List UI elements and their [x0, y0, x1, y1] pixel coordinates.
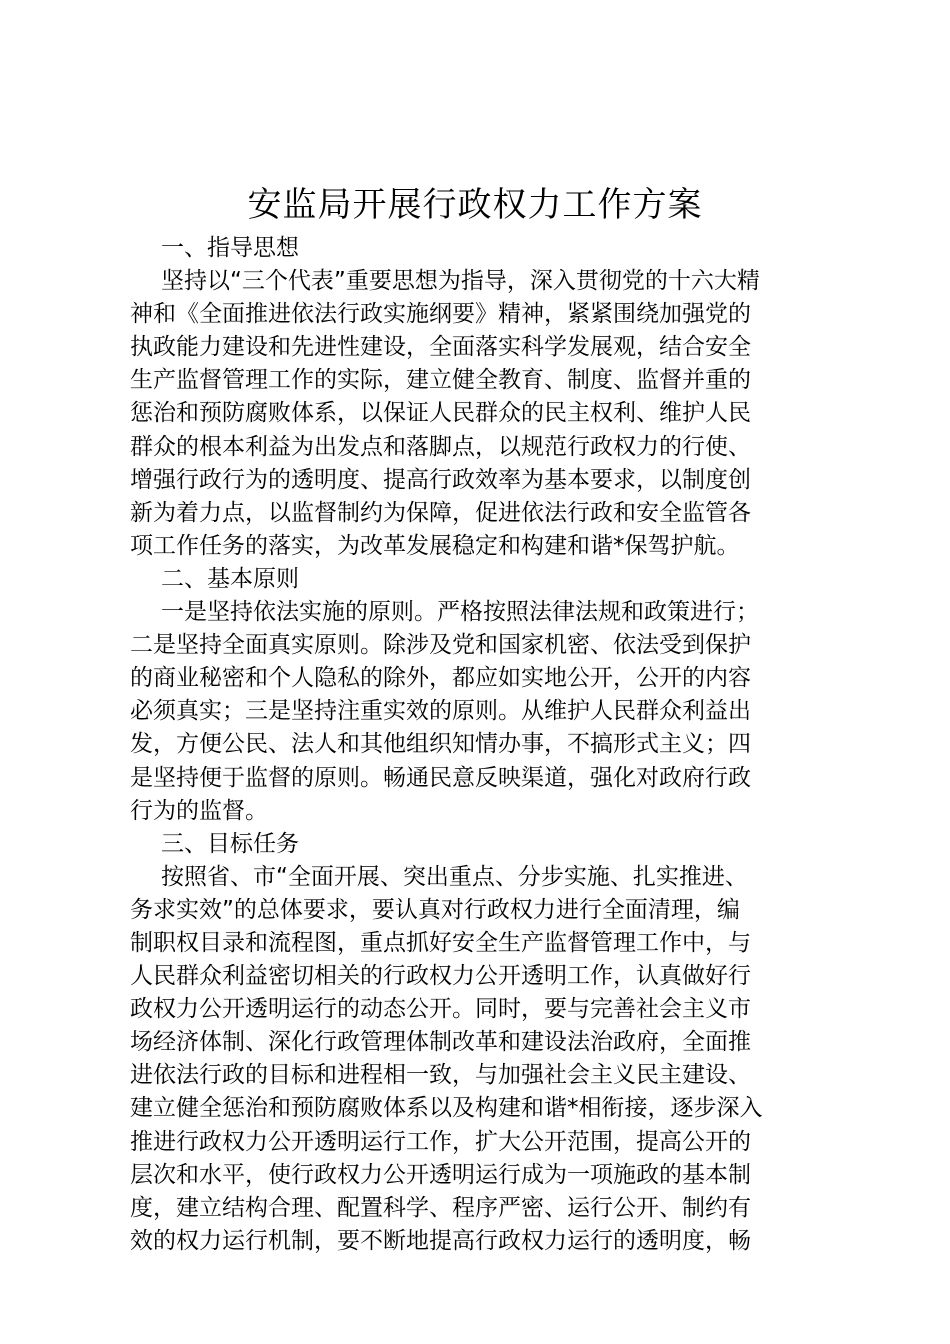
text-line: 推进行政权力公开透明运行工作，扩大公开范围，提高公开的: [130, 1128, 751, 1155]
text-line: 效的权力运行机制，要不断地提高行政权力运行的透明度，畅: [130, 1227, 751, 1254]
text-line: 的商业秘密和个人隐私的除外，都应如实地公开，公开的内容: [130, 665, 751, 692]
document-body: [130, 232, 850, 1258]
document-title: 安监局开展行政权力工作方案: [247, 185, 703, 225]
text-line: 场经济体制、深化行政管理体制改革和建设法治政府，全面推: [130, 1029, 751, 1056]
section-heading-basic-principles: 二、基本原则: [161, 565, 299, 592]
text-line: 行为的监督。: [130, 797, 268, 824]
text-line: 度，建立结构合理、配置科学、程序严密、运行公开、制约有: [130, 1194, 751, 1221]
text-line: 务求实效”的总体要求，要认真对行政权力进行全面清理，编: [130, 896, 740, 923]
text-line: 是坚持便于监督的原则。畅通民意反映渠道，强化对政府行政: [130, 764, 751, 791]
section-heading-objectives: 三、目标任务: [161, 830, 299, 857]
text-line: 按照省、市“全面开展、突出重点、分步实施、扎实推进、: [161, 863, 748, 890]
text-line: 人民群众利益密切相关的行政权力公开透明工作，认真做好行: [130, 963, 751, 990]
text-line: 制职权目录和流程图，重点抓好安全生产监督管理工作中，与: [130, 929, 751, 956]
text-line: 发，方便公民、法人和其他组织知情办事，不搞形式主义；四: [130, 731, 751, 758]
section-heading-guiding-ideology: 一、指导思想: [161, 235, 299, 261]
text-line: 层次和水平，使行政权力公开透明运行成为一项施政的基本制: [130, 1161, 751, 1188]
text-line: 政权力公开透明运行的动态公开。同时，要与完善社会主义市: [130, 996, 751, 1023]
text-line: 惩治和预防腐败体系，以保证人民群众的民主权利、维护人民: [130, 400, 751, 427]
text-line: 生产监督管理工作的实际，建立健全教育、制度、监督并重的: [130, 367, 751, 394]
text-line: 神和《全面推进依法行政实施纲要》精神，紧紧围绕加强党的: [130, 301, 751, 328]
text-line: 建立健全惩治和预防腐败体系以及构建和谐*相衔接，逐步深入: [130, 1095, 763, 1122]
text-line: 新为着力点，以监督制约为保障，促进依法行政和安全监管各: [130, 499, 751, 526]
text-line: 群众的根本利益为出发点和落脚点，以规范行政权力的行使、: [130, 433, 751, 460]
text-line: 一是坚持依法实施的原则。严格按照法律法规和政策进行；: [161, 599, 759, 626]
text-line: 必须真实；三是坚持注重实效的原则。从维护人民群众利益出: [130, 698, 751, 725]
text-line: 二是坚持全面真实原则。除涉及党和国家机密、依法受到保护: [130, 632, 751, 659]
text-line: 增强行政行为的透明度、提高行政效率为基本要求，以制度创: [130, 466, 751, 493]
text-line: 项工作任务的落实，为改革发展稳定和构建和谐*保驾护航。: [130, 532, 740, 559]
text-line: 坚持以“三个代表”重要思想为指导，深入贯彻党的十六大精: [161, 268, 760, 295]
text-line: 执政能力建设和先进性建设，全面落实科学发展观，结合安全: [130, 334, 751, 361]
text-line: 进依法行政的目标和进程相一致，与加强社会主义民主建设、: [130, 1062, 751, 1089]
